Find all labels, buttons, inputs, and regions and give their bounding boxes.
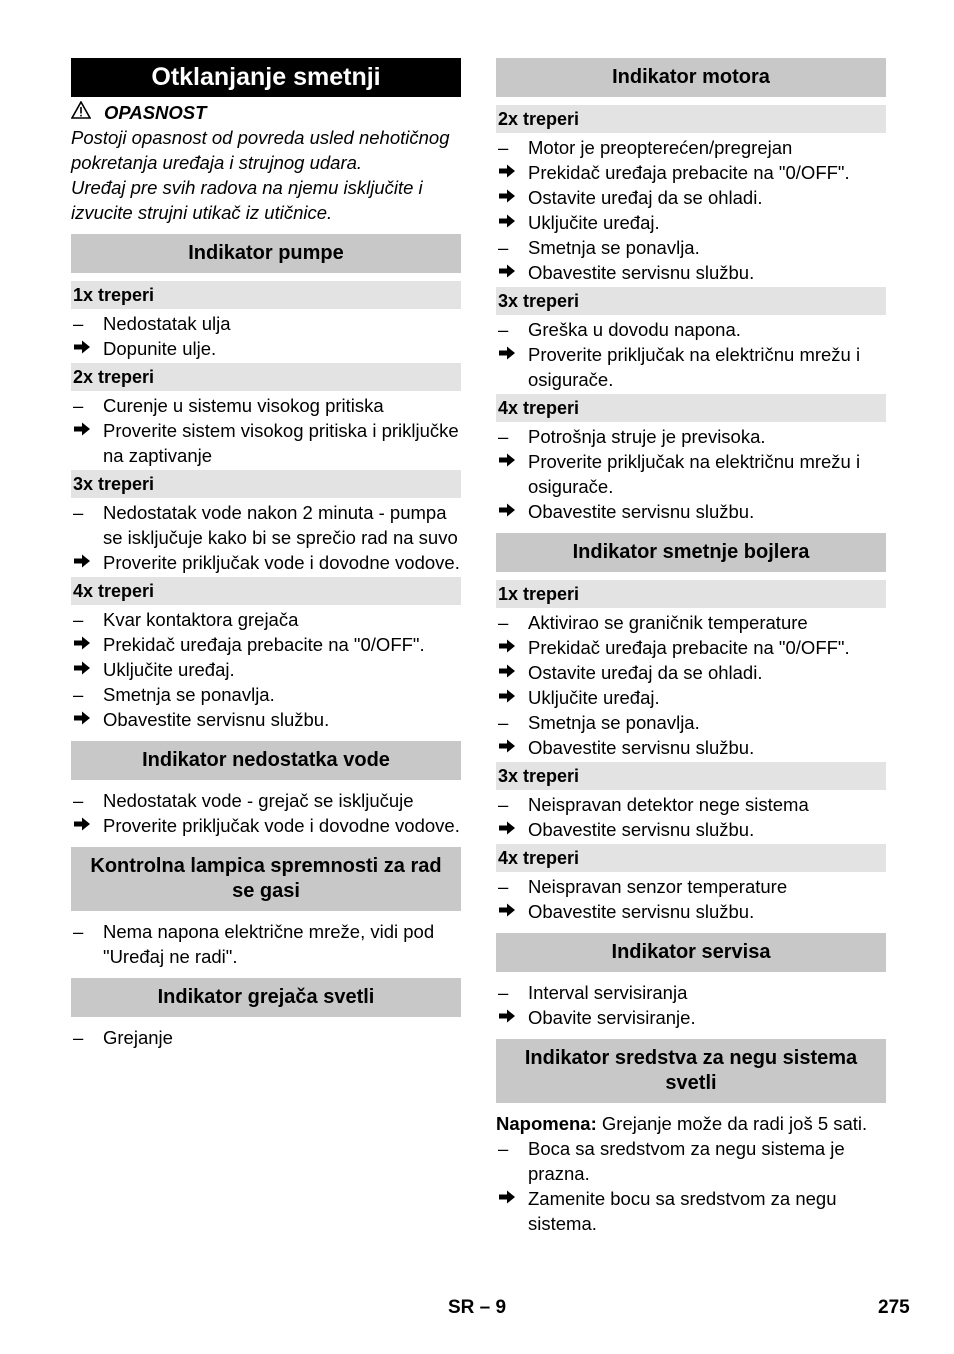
danger-heading	[71, 100, 461, 125]
list-item-text: Obavestite servisnu službu.	[528, 737, 755, 758]
list-item	[496, 317, 886, 342]
list-item	[71, 550, 461, 575]
arrow-right-icon	[496, 1005, 528, 1030]
dash-icon: –	[498, 712, 509, 733]
left-column	[71, 58, 461, 1050]
list-item-text: Prekidač uređaja prebacite na "0/OFF".	[528, 637, 850, 658]
section-heading: Indikator pumpe	[71, 234, 461, 273]
list-item-text: Uključite uređaj.	[528, 212, 660, 233]
list-item	[496, 899, 886, 924]
list-item	[496, 710, 886, 735]
list-item-text: Neispravan detektor nege sistema	[528, 794, 809, 815]
arrow-right-icon	[71, 550, 103, 575]
section-heading: Indikator sredstva za negu sistema svetli	[496, 1039, 886, 1103]
arrow-right-icon	[496, 342, 528, 392]
list-item-text: Interval servisiranja	[528, 982, 688, 1003]
list-item	[496, 1136, 886, 1186]
arrow-right-icon	[496, 817, 528, 842]
note-label: Napomena:	[496, 1113, 597, 1134]
warning-triangle-icon	[71, 100, 104, 125]
arrow-right-icon	[71, 657, 103, 682]
left-sections	[71, 234, 461, 1050]
list-item	[496, 424, 886, 449]
list-item-text: Ostavite uređaj da se ohladi.	[528, 187, 763, 208]
arrow-right-icon	[496, 685, 528, 710]
arrow-right-icon	[496, 635, 528, 660]
list-item-text: Ostavite uređaj da se ohladi.	[528, 662, 763, 683]
list-item-text: Boca sa sredstvom za negu sistema je prazna.	[528, 1138, 845, 1184]
list-item-text: Aktivirao se graničnik temperature	[528, 612, 808, 633]
subsection-heading: 3x treperi	[496, 762, 886, 790]
list-item	[496, 735, 886, 760]
dash-icon: –	[498, 794, 509, 815]
list-item	[496, 817, 886, 842]
list-item-text: Dopunite ulje.	[103, 338, 217, 359]
list-item-text: Obavestite servisnu službu.	[528, 819, 755, 840]
dash-icon: –	[73, 790, 84, 811]
arrow-right-icon	[496, 260, 528, 285]
dash-icon: –	[498, 426, 509, 447]
dash-icon: –	[498, 982, 509, 1003]
list-item-text: Zamenite bocu sa sredstvom za negu sistema.	[528, 1188, 837, 1234]
list-item	[496, 610, 886, 635]
right-column	[496, 58, 886, 1236]
list-item	[496, 235, 886, 260]
section-heading: Kontrolna lampica spremnosti za rad se gasi	[71, 847, 461, 911]
subsection-heading: 4x treperi	[496, 844, 886, 872]
list-item-text: Prekidač uređaja prebacite na "0/OFF".	[103, 634, 425, 655]
list-item-text: Obavestite servisnu službu.	[528, 501, 755, 522]
dash-icon: –	[498, 1138, 509, 1159]
dash-icon: –	[73, 1027, 84, 1048]
list-item	[496, 449, 886, 499]
arrow-right-icon	[71, 418, 103, 468]
list-item	[71, 919, 461, 969]
subsection-heading: 1x treperi	[496, 580, 886, 608]
list-item	[71, 1025, 461, 1050]
right-sections	[496, 58, 886, 1236]
list-item	[71, 813, 461, 838]
danger-label: OPASNOST	[104, 102, 207, 123]
list-item-text: Nema napona električne mreže, vidi pod "Uređaj ne radi".	[103, 921, 435, 967]
list-item	[71, 336, 461, 361]
section-heading: Indikator smetnje bojlera	[496, 533, 886, 572]
note-text: Grejanje može da radi još 5 sati.	[596, 1113, 868, 1134]
list-item-text: Smetnja se ponavlja.	[103, 684, 275, 705]
list-item-text: Neispravan senzor temperature	[528, 876, 788, 897]
dash-icon: –	[498, 319, 509, 340]
list-item-text: Nedostatak vode nakon 2 minuta - pumpa se isključuje kako bi se sprečio rad na suvo	[103, 502, 458, 548]
arrow-right-icon	[496, 185, 528, 210]
list-item	[496, 660, 886, 685]
list-item	[496, 792, 886, 817]
arrow-right-icon	[496, 735, 528, 760]
arrow-right-icon	[71, 632, 103, 657]
list-item	[496, 135, 886, 160]
arrow-right-icon	[496, 160, 528, 185]
subsection-heading: 2x treperi	[496, 105, 886, 133]
list-item-text: Nedostatak vode - grejač se isključuje	[103, 790, 414, 811]
dash-icon: –	[73, 609, 84, 630]
subsection-heading: 1x treperi	[71, 281, 461, 309]
arrow-right-icon	[496, 210, 528, 235]
dash-icon: –	[73, 684, 84, 705]
list-item	[71, 311, 461, 336]
arrow-right-icon	[496, 1186, 528, 1236]
list-item-text: Proverite priključak na električnu mrežu i osigurače.	[528, 451, 861, 497]
dash-icon: –	[73, 313, 84, 334]
list-item-text: Greška u dovodu napona.	[528, 319, 741, 340]
list-item-text: Prekidač uređaja prebacite na "0/OFF".	[528, 162, 850, 183]
list-item	[71, 632, 461, 657]
list-item-text: Grejanje	[103, 1027, 173, 1048]
arrow-right-icon	[496, 499, 528, 524]
list-item	[71, 418, 461, 468]
list-item-text: Smetnja se ponavlja.	[528, 237, 700, 258]
section-heading: Indikator grejača svetli	[71, 978, 461, 1017]
list-item	[496, 874, 886, 899]
dash-icon: –	[498, 137, 509, 158]
list-item-text: Motor je preopterećen/pregrejan	[528, 137, 793, 158]
list-item-text: Proverite priključak vode i dovodne vodove.	[103, 815, 460, 836]
page-title: Otklanjanje smetnji	[71, 58, 461, 97]
list-item	[71, 707, 461, 732]
list-item	[496, 342, 886, 392]
list-item-text: Obavestite servisnu službu.	[528, 262, 755, 283]
list-item	[496, 1005, 886, 1030]
arrow-right-icon	[496, 899, 528, 924]
list-item-text: Proverite priključak vode i dovodne vodove.	[103, 552, 460, 573]
dash-icon: –	[73, 502, 84, 523]
list-item-text: Curenje u sistemu visokog pritiska	[103, 395, 384, 416]
list-item	[496, 499, 886, 524]
arrow-right-icon	[71, 813, 103, 838]
section-heading: Indikator motora	[496, 58, 886, 97]
arrow-right-icon	[71, 707, 103, 732]
dash-icon: –	[498, 612, 509, 633]
subsection-heading: 3x treperi	[71, 470, 461, 498]
list-item	[71, 607, 461, 632]
list-item	[71, 500, 461, 550]
list-item	[496, 635, 886, 660]
danger-text-1: Postoji opasnost od povreda usled nehotičnog pokretanja uređaja i strujnog udara.	[71, 127, 450, 173]
list-item-text: Nedostatak ulja	[103, 313, 231, 334]
dash-icon: –	[498, 237, 509, 258]
list-item	[71, 682, 461, 707]
footer-page-number: 275	[878, 1297, 910, 1318]
list-item	[71, 657, 461, 682]
dash-icon: –	[73, 921, 84, 942]
list-item	[496, 185, 886, 210]
list-item-text: Potrošnja struje je previsoka.	[528, 426, 766, 447]
footer-section-label: SR – 9	[448, 1297, 507, 1318]
list-item-text: Kvar kontaktora grejača	[103, 609, 299, 630]
arrow-right-icon	[496, 449, 528, 499]
dash-icon: –	[73, 395, 84, 416]
note-paragraph	[496, 1111, 886, 1136]
danger-text-2: Uređaj pre svih radova na njemu isključite i izvucite strujni utikač iz utičnice.	[71, 177, 423, 223]
list-item-text: Uključite uređaj.	[103, 659, 235, 680]
list-item	[496, 260, 886, 285]
list-item	[496, 980, 886, 1005]
list-item-text: Obavestite servisnu službu.	[103, 709, 330, 730]
dash-icon: –	[498, 876, 509, 897]
list-item-text: Obavestite servisnu službu.	[528, 901, 755, 922]
section-heading: Indikator nedostatka vode	[71, 741, 461, 780]
subsection-heading: 3x treperi	[496, 287, 886, 315]
list-item-text: Smetnja se ponavlja.	[528, 712, 700, 733]
subsection-heading: 4x treperi	[71, 577, 461, 605]
subsection-heading: 4x treperi	[496, 394, 886, 422]
list-item	[71, 393, 461, 418]
list-item	[496, 160, 886, 185]
list-item-text: Proverite sistem visokog pritiska i priključke na zaptivanje	[103, 420, 459, 466]
subsection-heading: 2x treperi	[71, 363, 461, 391]
arrow-right-icon	[71, 336, 103, 361]
list-item-text: Obavite servisiranje.	[528, 1007, 696, 1028]
section-heading: Indikator servisa	[496, 933, 886, 972]
list-item-text: Proverite priključak na električnu mrežu i osigurače.	[528, 344, 861, 390]
list-item	[496, 1186, 886, 1236]
list-item	[496, 210, 886, 235]
list-item	[496, 685, 886, 710]
arrow-right-icon	[496, 660, 528, 685]
list-item-text: Uključite uređaj.	[528, 687, 660, 708]
list-item	[71, 788, 461, 813]
